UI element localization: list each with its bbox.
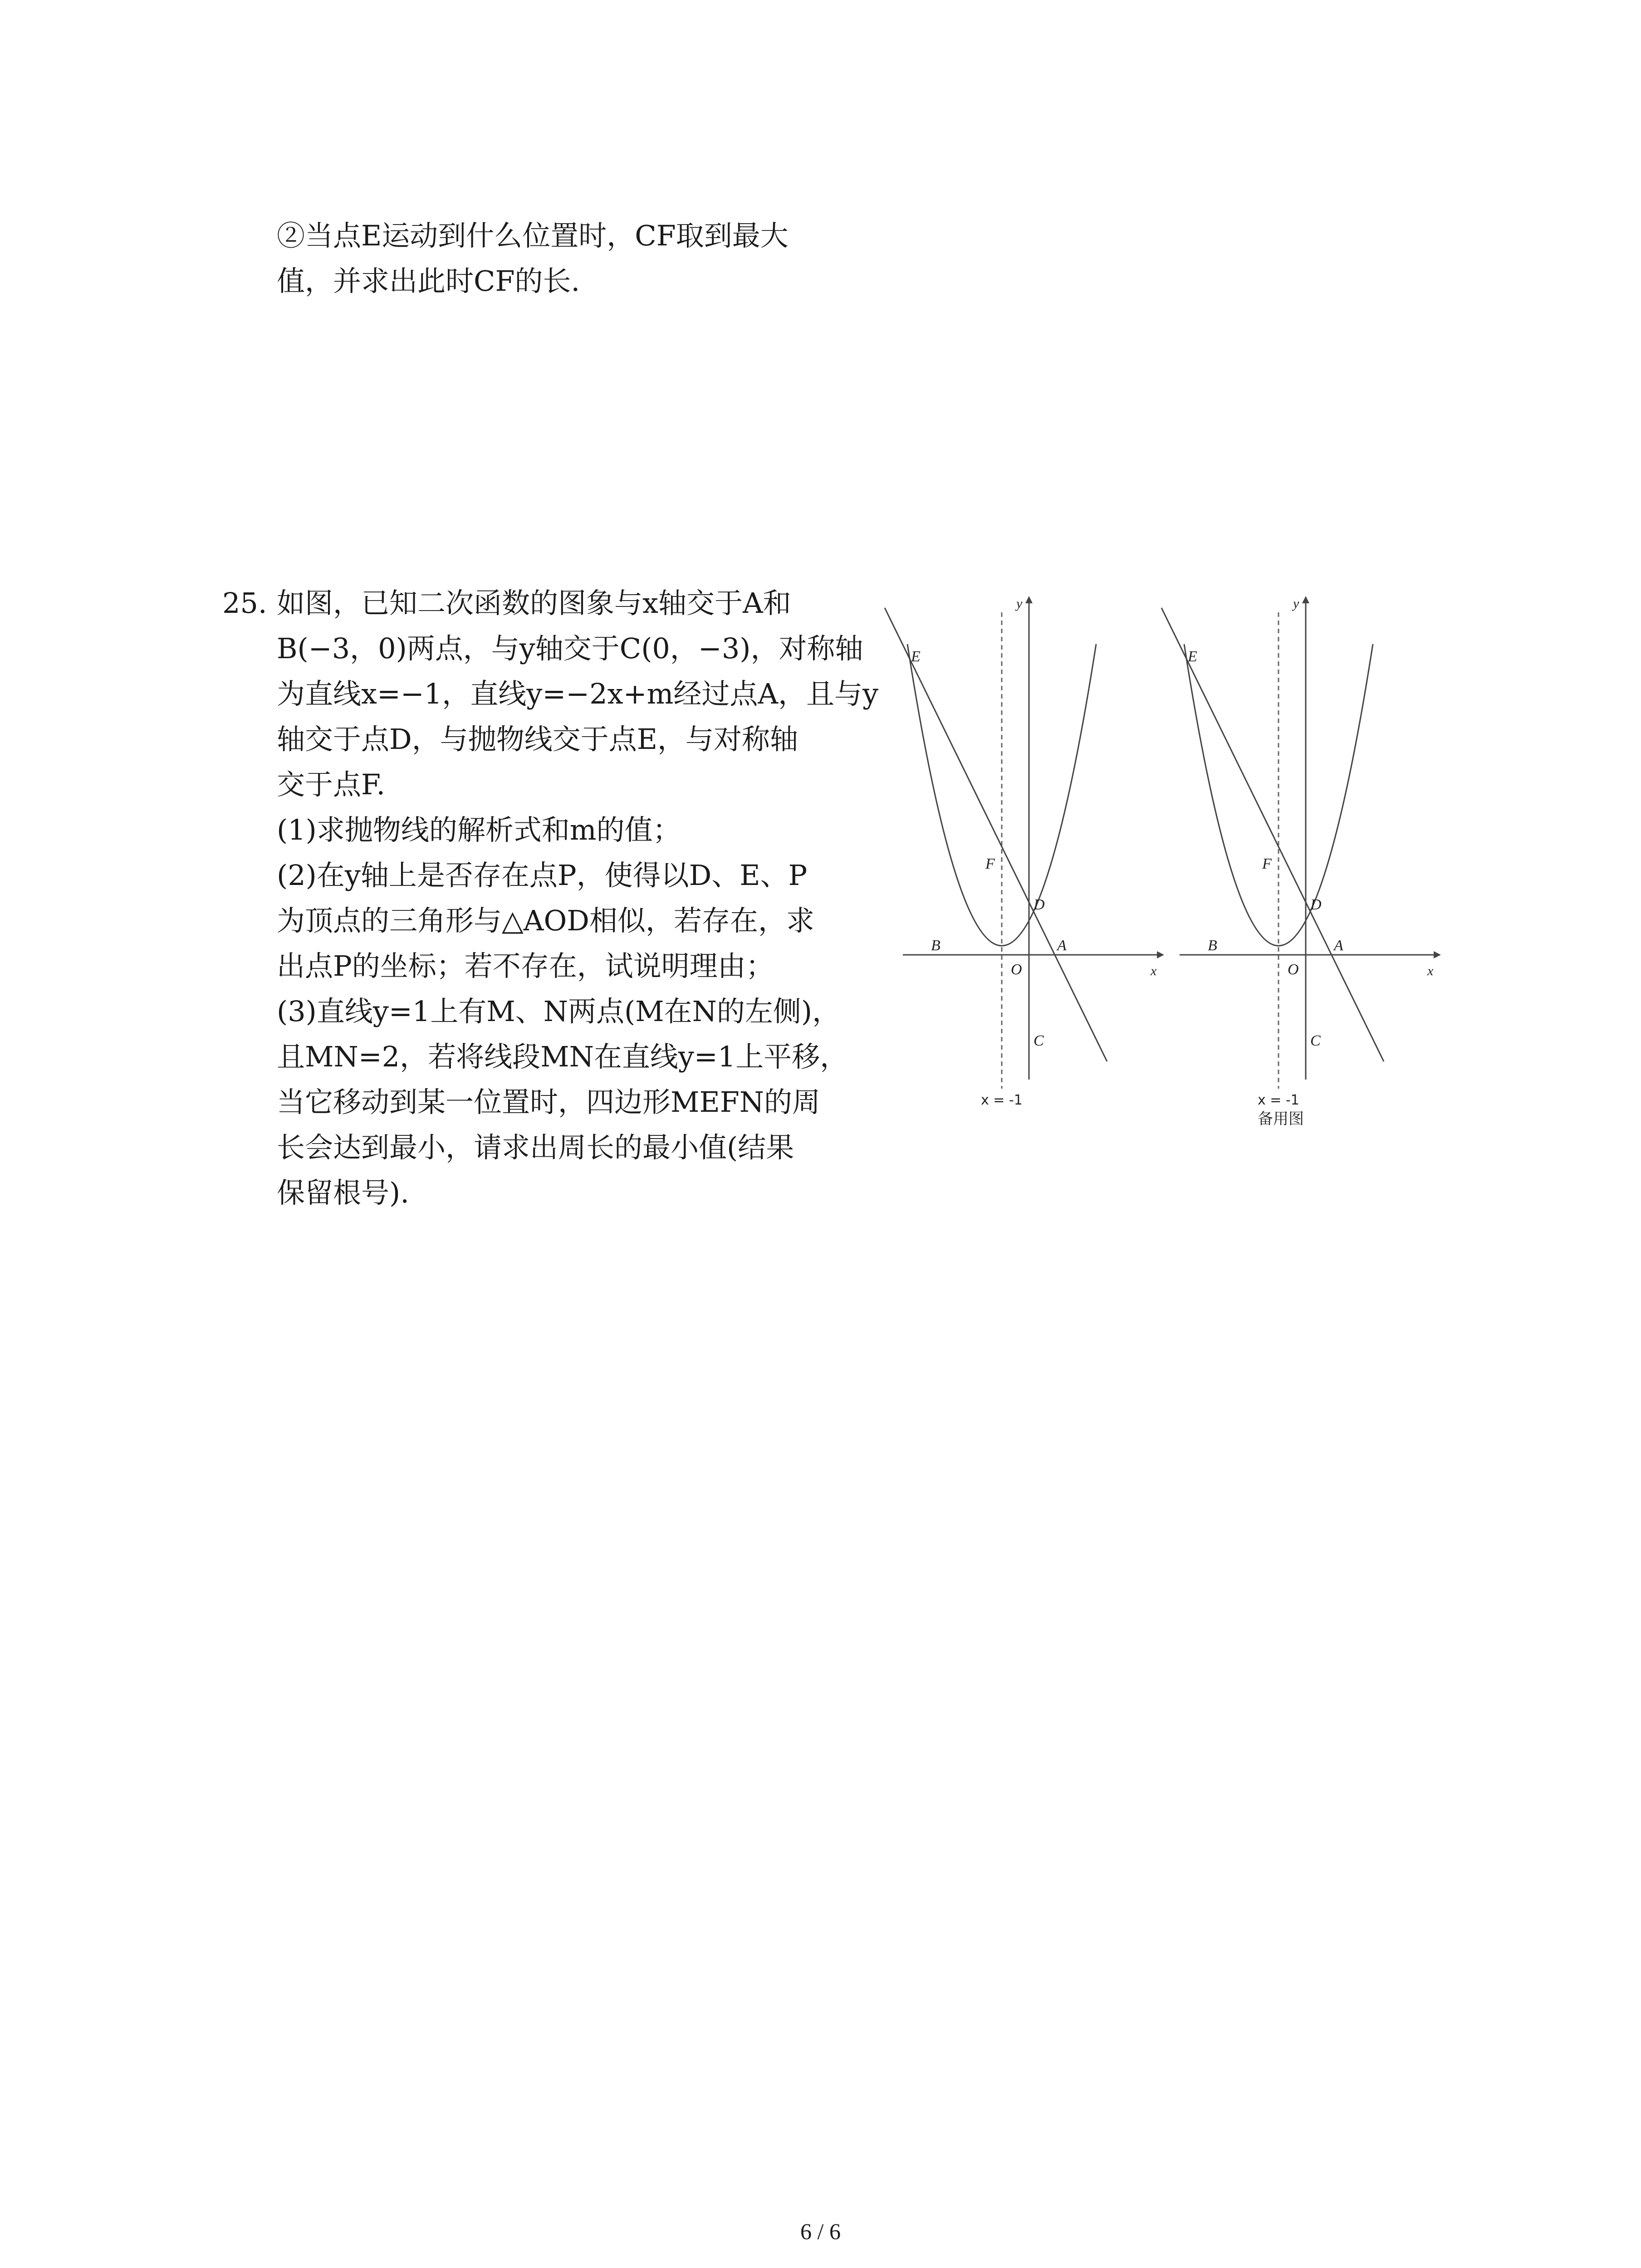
backup-parabola-figure	[1157, 590, 1447, 1134]
label-b: B	[1208, 937, 1217, 954]
label-d: D	[1310, 896, 1322, 913]
q25-line: 长会达到最小，请求出周长的最小值(结果	[277, 1131, 794, 1164]
q25-line: B(−3，0)两点，与y轴交于C(0，−3)，对称轴	[277, 632, 863, 665]
axis-of-symmetry-label: x = -1	[1258, 1092, 1299, 1108]
backup-figure-caption: 备用图	[1258, 1110, 1304, 1128]
q25-line: 且MN=2，若将线段MN在直线y=1上平移，	[277, 1040, 848, 1073]
label-f: F	[1262, 855, 1272, 872]
label-c: C	[1034, 1032, 1044, 1049]
label-f: F	[985, 855, 995, 872]
q25-line: (1)求抛物线的解析式和m的值；	[277, 813, 681, 846]
q25-line: 如图，已知二次函数的图象与x轴交于A和	[277, 587, 791, 620]
label-y-axis: y	[1016, 596, 1023, 611]
label-a: A	[1334, 937, 1343, 954]
label-x-axis: x	[1151, 963, 1157, 978]
label-o: O	[1288, 961, 1299, 978]
y-axis-arrow-icon	[1302, 596, 1309, 603]
label-e: E	[911, 648, 921, 665]
label-e: E	[1188, 648, 1197, 665]
label-c: C	[1310, 1032, 1321, 1049]
q25-line: 为直线x=−1，直线y=−2x+m经过点A，且与y	[277, 677, 879, 710]
axis-of-symmetry-label: x = -1	[981, 1092, 1023, 1108]
prev-question-line-2: 值，并求出此时CF的长.	[277, 264, 580, 298]
label-x-axis: x	[1427, 963, 1434, 978]
y-axis-arrow-icon	[1025, 596, 1033, 603]
q25-line: 保留根号).	[277, 1176, 409, 1209]
q25-line: 交于点F.	[277, 768, 386, 801]
label-o: O	[1011, 961, 1022, 978]
q25-line: 出点P的坐标；若不存在，试说明理由；	[277, 949, 774, 982]
line-y-neg2x-m	[885, 608, 1107, 1061]
q25-line: 为顶点的三角形与△AOD相似，若存在，求	[277, 904, 814, 937]
page-number: 6 / 6	[800, 2219, 841, 2244]
label-b: B	[931, 937, 941, 954]
question-number: 25.	[222, 587, 267, 620]
q25-line: 当它移动到某一位置时，四边形MEFN的周	[277, 1085, 821, 1119]
label-y-axis: y	[1293, 596, 1299, 611]
line-y-neg2x-m	[1161, 608, 1384, 1061]
q25-line: (3)直线y=1上有M、N两点(M在N的左侧)，	[277, 995, 841, 1028]
q25-line: (2)在y轴上是否存在点P，使得以D、E、P	[277, 859, 808, 892]
parabola-figure	[880, 590, 1171, 1134]
q25-line: 轴交于点D，与抛物线交于点E，与对称轴	[277, 723, 798, 756]
label-d: D	[1034, 896, 1045, 913]
prev-question-line-1: ②当点E运动到什么位置时，CF取到最大	[277, 219, 789, 252]
label-a: A	[1057, 937, 1067, 954]
x-axis-arrow-icon	[1434, 951, 1441, 958]
